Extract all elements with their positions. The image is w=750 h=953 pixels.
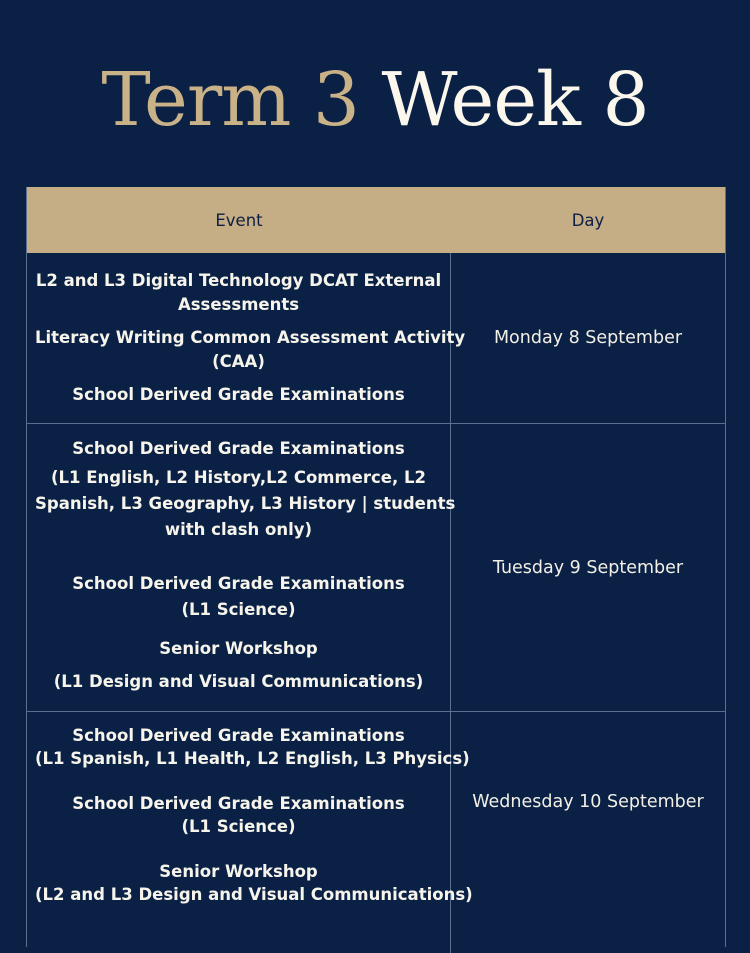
event-line: Senior Workshop — [159, 862, 318, 881]
event-cell — [27, 712, 473, 952]
table-header — [27, 187, 725, 253]
event-line: (L2 and L3 Design and Visual Communications) — [35, 885, 473, 904]
event-line: School Derived Grade Examinations — [72, 726, 405, 745]
event-cell — [27, 424, 456, 711]
event-line: (L1 Science) — [181, 600, 296, 619]
event-line: Assessments — [177, 295, 300, 314]
table-row-monday — [27, 253, 725, 424]
day-cell: Monday 8 September — [493, 328, 683, 348]
table-row-tuesday — [27, 424, 725, 712]
event-cell — [27, 253, 466, 423]
event-line: (L1 Science) — [181, 817, 296, 836]
event-line: School Derived Grade Examinations — [72, 794, 405, 813]
page-title — [0, 52, 750, 148]
event-line: School Derived Grade Examinations — [72, 439, 405, 458]
event-line: Spanish, L3 Geography, L3 History | students — [35, 494, 456, 513]
events-table — [26, 187, 726, 947]
event-line: L2 and L3 Digital Technology DCAT External — [35, 271, 442, 290]
event-line: (L1 English, L2 History,L2 Commerce, L2 — [50, 468, 426, 487]
title-week: Week 8 — [381, 57, 649, 143]
event-line: Senior Workshop — [159, 639, 318, 658]
day-cell: Tuesday 9 September — [492, 557, 684, 578]
event-column-header: Event — [215, 211, 263, 230]
day-column-header: Day — [571, 211, 605, 230]
table-row-wednesday — [27, 712, 725, 952]
event-line: Literacy Writing Common Assessment Activity — [35, 328, 466, 347]
event-line: with clash only) — [164, 520, 313, 539]
day-cell: Wednesday 10 September — [472, 792, 704, 812]
event-line: (CAA) — [212, 352, 265, 371]
event-line: (L1 Spanish, L1 Health, L2 English, L3 Physics) — [35, 749, 470, 768]
title-term: Term 3 — [101, 57, 359, 143]
event-line: School Derived Grade Examinations — [72, 385, 405, 404]
event-line: School Derived Grade Examinations — [72, 574, 405, 593]
event-line: (L1 Design and Visual Communications) — [53, 672, 424, 691]
